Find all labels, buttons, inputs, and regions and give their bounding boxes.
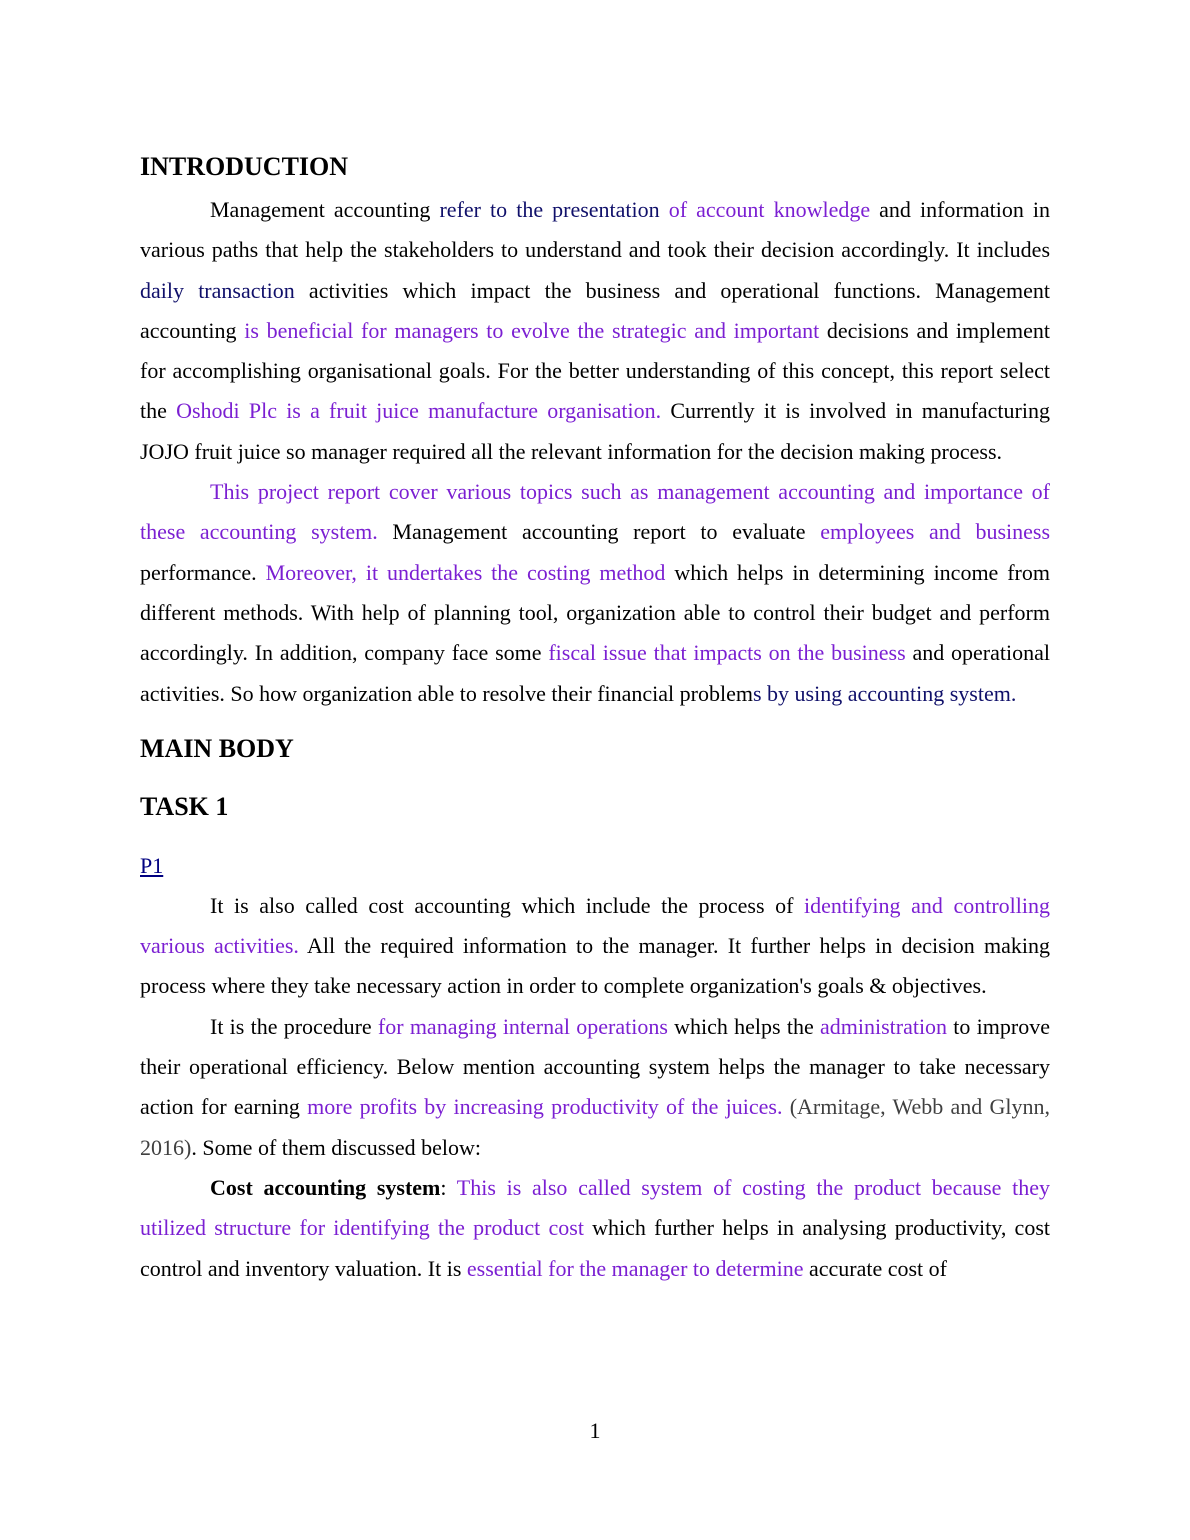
body-text: :	[440, 1174, 457, 1200]
p1-link[interactable]: P1	[140, 852, 164, 878]
body-text: which helps in determining income from different methods. With help of planning tool, organization able to control their budget and perform accordingly. In addition, company face some	[140, 559, 1050, 666]
intro-paragraph-1	[140, 190, 1050, 472]
body-text: and operational activities. So how organization able to resolve their financial problem	[140, 640, 1050, 706]
task1-paragraph-1	[140, 886, 1050, 1007]
body-text: It is the procedure	[210, 1013, 378, 1039]
body-text	[782, 1094, 789, 1119]
highlighted-text: Oshodi Plc is a fruit juice manufacture organisation.	[176, 398, 662, 424]
body-text: which helps the	[667, 1013, 820, 1039]
page-number: 1	[589, 1418, 601, 1443]
task1-paragraph-2	[140, 1007, 1050, 1168]
body-text: decisions and implement for accomplishing organisational goals. For the better understanding of this concept, this report select the	[140, 317, 1050, 424]
highlighted-text: (Armitage, Webb and Glynn, 2016)	[140, 1094, 1051, 1160]
highlighted-text: administration	[819, 1013, 948, 1039]
body-text: It is also called cost accounting which include the process of	[210, 892, 804, 918]
highlighted-text: identifying and controlling various activities.	[140, 892, 1050, 959]
body-text: performance.	[140, 559, 266, 585]
highlighted-text: This project report cover various topics such as management accounting and importance of these accounting system.	[140, 479, 1050, 545]
body-text: accurate cost of	[803, 1255, 947, 1281]
bold-term: Cost accounting system	[210, 1174, 441, 1200]
heading-task-1: TASK 1	[140, 791, 229, 821]
body-text: which further helps in analysing productivity, cost control and inventory valuation. It is	[140, 1215, 1050, 1281]
body-text: activities which impact the business and operational functions. Management accounting	[140, 277, 1050, 343]
highlighted-text: essential for the manager to determine	[466, 1255, 804, 1281]
highlighted-text: s by using accounting system.	[752, 680, 1017, 706]
highlighted-text: is beneficial for managers to evolve the strategic and important	[244, 317, 820, 343]
highlighted-text: of account knowledge	[659, 197, 871, 222]
heading-main-body: MAIN BODY	[140, 733, 294, 763]
highlighted-text: for managing internal operations	[377, 1013, 668, 1039]
body-text: and information in various paths that help the stakeholders to understand and took their decision accordingly. It includes	[140, 197, 1051, 263]
highlighted-text: This is also called system of costing the product because they utilized structure for identifying the product cost	[140, 1174, 1050, 1241]
body-text: to improve their operational efficiency. Below mention accounting system helps the manager to take necessary action for earning	[140, 1013, 1050, 1120]
document-page	[140, 148, 1050, 1289]
highlighted-text: employees and business	[820, 519, 1050, 545]
highlighted-text: daily transaction	[140, 277, 295, 303]
body-text: . Some of them discussed below:	[191, 1134, 481, 1160]
body-text: All the required information to the manager. It further helps in decision making process where they take necessary action in order to complete organization's goals & objectives.	[140, 933, 1051, 999]
intro-paragraph-2	[140, 472, 1050, 714]
body-text: Management accounting	[210, 197, 440, 222]
task1-paragraph-3	[140, 1168, 1050, 1289]
heading-introduction: INTRODUCTION	[140, 152, 349, 181]
body-text: Currently it is involved in manufacturing JOJO fruit juice so manager required all the relevant information for the decision making process.	[140, 398, 1050, 464]
body-text: Management accounting report to evaluate	[377, 519, 821, 545]
highlighted-text: refer to the presentation	[439, 197, 660, 222]
highlighted-text: Moreover, it undertakes the costing method	[265, 559, 666, 585]
highlighted-text: more profits by increasing productivity of the juices.	[307, 1094, 783, 1120]
highlighted-text: fiscal issue that impacts on the business	[548, 640, 906, 666]
